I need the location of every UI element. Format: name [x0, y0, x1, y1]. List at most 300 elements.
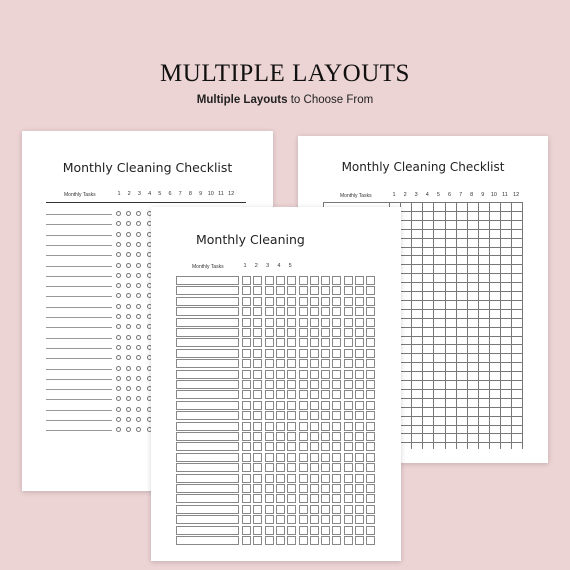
- check-box: [253, 432, 262, 441]
- check-circle: [116, 263, 121, 268]
- task-line: [46, 389, 112, 390]
- task-line: [46, 296, 112, 297]
- check-box: [242, 484, 251, 493]
- check-circle: [116, 427, 121, 432]
- check-circle: [136, 417, 141, 422]
- check-box: [265, 515, 274, 524]
- task-box: [176, 526, 239, 535]
- check-box: [287, 328, 296, 337]
- check-box: [276, 536, 285, 545]
- check-circle: [136, 386, 141, 391]
- check-box: [265, 463, 274, 472]
- check-circle: [136, 366, 141, 371]
- check-box: [265, 536, 274, 545]
- check-box: [253, 370, 262, 379]
- check-box: [366, 370, 375, 379]
- month-number: 1: [392, 192, 396, 198]
- check-circle: [126, 221, 131, 226]
- check-box: [265, 318, 274, 327]
- check-circle: [116, 221, 121, 226]
- task-line: [46, 369, 112, 370]
- check-box: [276, 276, 285, 285]
- check-box: [310, 442, 319, 451]
- check-box: [287, 307, 296, 316]
- check-box: [310, 359, 319, 368]
- check-box: [310, 380, 319, 389]
- check-box: [253, 338, 262, 347]
- task-box: [176, 318, 239, 327]
- check-box: [366, 307, 375, 316]
- check-box: [344, 453, 353, 462]
- check-box: [310, 484, 319, 493]
- month-number: 6: [168, 191, 172, 197]
- page-right-tasks-label: Monthly Tasks: [340, 193, 372, 199]
- check-box: [242, 453, 251, 462]
- month-number: 5: [288, 263, 292, 269]
- check-box: [287, 536, 296, 545]
- check-box: [332, 359, 341, 368]
- check-circle: [126, 232, 131, 237]
- task-box: [176, 286, 239, 295]
- check-box: [321, 307, 330, 316]
- check-box: [321, 318, 330, 327]
- check-box: [276, 349, 285, 358]
- check-box: [344, 380, 353, 389]
- check-circle: [116, 211, 121, 216]
- check-box: [344, 286, 353, 295]
- task-box: [176, 422, 239, 431]
- task-line: [46, 327, 112, 328]
- check-circle: [116, 407, 121, 412]
- grid-line: [411, 202, 412, 449]
- task-line: [46, 276, 112, 277]
- page-middle-box-layout: [151, 207, 401, 561]
- check-box: [253, 453, 262, 462]
- check-box: [332, 474, 341, 483]
- check-circle: [136, 232, 141, 237]
- task-box: [176, 297, 239, 306]
- check-box: [276, 463, 285, 472]
- check-box: [276, 484, 285, 493]
- check-box: [276, 338, 285, 347]
- check-box: [321, 411, 330, 420]
- check-box: [332, 515, 341, 524]
- task-box: [176, 474, 239, 483]
- check-circle: [116, 232, 121, 237]
- check-box: [310, 474, 319, 483]
- check-circle: [136, 396, 141, 401]
- check-box: [355, 536, 364, 545]
- check-box: [321, 432, 330, 441]
- check-box: [242, 442, 251, 451]
- check-box: [299, 484, 308, 493]
- check-box: [287, 286, 296, 295]
- check-box: [344, 494, 353, 503]
- task-box: [176, 442, 239, 451]
- check-box: [265, 474, 274, 483]
- check-circle: [116, 386, 121, 391]
- check-box: [310, 338, 319, 347]
- check-box: [332, 370, 341, 379]
- check-box: [299, 328, 308, 337]
- check-box: [355, 432, 364, 441]
- check-circle: [126, 211, 131, 216]
- month-number: 9: [481, 192, 485, 198]
- check-box: [310, 349, 319, 358]
- check-box: [276, 380, 285, 389]
- check-box: [344, 526, 353, 535]
- check-box: [310, 390, 319, 399]
- check-box: [287, 484, 296, 493]
- check-circle: [126, 396, 131, 401]
- grid-line: [522, 202, 523, 449]
- check-box: [355, 474, 364, 483]
- month-number: 12: [228, 191, 235, 197]
- page-left-tasks-label: Monthly Tasks: [64, 192, 96, 198]
- check-box: [265, 338, 274, 347]
- check-box: [366, 463, 375, 472]
- check-box: [355, 526, 364, 535]
- task-box: [176, 463, 239, 472]
- task-box: [176, 328, 239, 337]
- check-circle: [116, 324, 121, 329]
- check-box: [276, 505, 285, 514]
- task-line: [46, 358, 112, 359]
- check-box: [253, 297, 262, 306]
- check-box: [253, 401, 262, 410]
- check-circle: [126, 314, 131, 319]
- task-line: [46, 307, 112, 308]
- task-box: [176, 349, 239, 358]
- check-box: [310, 463, 319, 472]
- check-box: [276, 515, 285, 524]
- page-left-header-rule: [46, 202, 246, 203]
- check-box: [242, 505, 251, 514]
- check-box: [332, 286, 341, 295]
- check-box: [242, 286, 251, 295]
- check-box: [242, 536, 251, 545]
- check-box: [299, 297, 308, 306]
- check-box: [287, 505, 296, 514]
- check-box: [321, 494, 330, 503]
- check-box: [332, 380, 341, 389]
- check-box: [332, 463, 341, 472]
- check-box: [242, 307, 251, 316]
- page-middle-title: Monthly Cleaning: [196, 232, 305, 247]
- task-line: [46, 224, 112, 225]
- check-box: [253, 411, 262, 420]
- check-box: [321, 359, 330, 368]
- check-box: [242, 338, 251, 347]
- check-box: [265, 276, 274, 285]
- check-box: [253, 328, 262, 337]
- task-line: [46, 399, 112, 400]
- check-box: [287, 401, 296, 410]
- check-box: [253, 276, 262, 285]
- check-box: [242, 276, 251, 285]
- check-box: [242, 328, 251, 337]
- task-box: [176, 380, 239, 389]
- check-box: [299, 432, 308, 441]
- check-circle: [116, 376, 121, 381]
- check-box: [299, 422, 308, 431]
- task-line: [46, 235, 112, 236]
- check-box: [265, 432, 274, 441]
- check-box: [299, 474, 308, 483]
- check-box: [355, 359, 364, 368]
- check-box: [310, 536, 319, 545]
- check-box: [242, 370, 251, 379]
- check-box: [287, 411, 296, 420]
- check-circle: [136, 355, 141, 360]
- check-circle: [126, 324, 131, 329]
- check-box: [366, 349, 375, 358]
- check-box: [265, 484, 274, 493]
- month-number: 11: [502, 192, 508, 198]
- check-box: [299, 286, 308, 295]
- check-box: [299, 453, 308, 462]
- check-circle: [116, 273, 121, 278]
- month-number: 7: [178, 191, 182, 197]
- task-line: [46, 410, 112, 411]
- check-box: [344, 318, 353, 327]
- check-box: [321, 276, 330, 285]
- check-box: [355, 484, 364, 493]
- check-box: [332, 442, 341, 451]
- task-box: [176, 390, 239, 399]
- check-box: [332, 390, 341, 399]
- check-box: [310, 307, 319, 316]
- check-box: [265, 359, 274, 368]
- check-circle: [116, 314, 121, 319]
- task-line: [46, 255, 112, 256]
- check-box: [366, 422, 375, 431]
- check-box: [355, 505, 364, 514]
- check-box: [299, 401, 308, 410]
- check-box: [355, 442, 364, 451]
- check-box: [321, 338, 330, 347]
- check-box: [242, 318, 251, 327]
- month-number: 3: [414, 192, 418, 198]
- task-box: [176, 338, 239, 347]
- check-box: [332, 411, 341, 420]
- check-circle: [136, 293, 141, 298]
- check-circle: [116, 335, 121, 340]
- check-box: [242, 297, 251, 306]
- check-box: [287, 276, 296, 285]
- check-box: [366, 526, 375, 535]
- check-box: [332, 307, 341, 316]
- check-box: [344, 463, 353, 472]
- check-circle: [136, 345, 141, 350]
- check-box: [299, 442, 308, 451]
- check-box: [242, 515, 251, 524]
- check-box: [344, 474, 353, 483]
- check-box: [366, 442, 375, 451]
- check-box: [287, 453, 296, 462]
- check-box: [321, 390, 330, 399]
- check-box: [299, 526, 308, 535]
- check-box: [276, 297, 285, 306]
- check-box: [253, 463, 262, 472]
- check-circle: [126, 283, 131, 288]
- task-box: [176, 307, 239, 316]
- task-box: [176, 515, 239, 524]
- check-box: [332, 338, 341, 347]
- check-box: [355, 411, 364, 420]
- task-line: [46, 420, 112, 421]
- check-box: [287, 442, 296, 451]
- check-box: [253, 474, 262, 483]
- check-box: [355, 390, 364, 399]
- check-box: [344, 370, 353, 379]
- check-box: [321, 536, 330, 545]
- check-box: [366, 432, 375, 441]
- check-box: [321, 370, 330, 379]
- check-box: [265, 390, 274, 399]
- check-box: [321, 453, 330, 462]
- check-box: [310, 494, 319, 503]
- check-box: [242, 380, 251, 389]
- task-line: [46, 214, 112, 215]
- check-box: [299, 276, 308, 285]
- check-box: [355, 370, 364, 379]
- subheadline-bold: Multiple Layouts: [196, 94, 288, 106]
- check-box: [253, 307, 262, 316]
- check-box: [265, 411, 274, 420]
- month-number: 4: [425, 192, 429, 198]
- check-box: [276, 494, 285, 503]
- check-box: [344, 432, 353, 441]
- check-box: [355, 494, 364, 503]
- check-box: [321, 286, 330, 295]
- check-box: [276, 474, 285, 483]
- check-box: [332, 349, 341, 358]
- check-box: [299, 515, 308, 524]
- page-left-title: Monthly Cleaning Checklist: [62, 160, 233, 175]
- check-circle: [136, 211, 141, 216]
- task-box: [176, 432, 239, 441]
- check-box: [287, 370, 296, 379]
- task-box: [176, 401, 239, 410]
- check-box: [321, 515, 330, 524]
- check-circle: [136, 314, 141, 319]
- check-box: [332, 422, 341, 431]
- check-box: [265, 442, 274, 451]
- check-box: [242, 422, 251, 431]
- check-box: [310, 505, 319, 514]
- check-circle: [126, 335, 131, 340]
- page-middle-tasks-label: Monthly Tasks: [192, 264, 224, 270]
- check-circle: [136, 407, 141, 412]
- check-box: [287, 515, 296, 524]
- check-box: [299, 307, 308, 316]
- check-box: [310, 401, 319, 410]
- check-box: [366, 380, 375, 389]
- check-box: [366, 276, 375, 285]
- check-box: [321, 401, 330, 410]
- check-box: [265, 494, 274, 503]
- check-box: [321, 328, 330, 337]
- check-box: [276, 442, 285, 451]
- check-circle: [126, 263, 131, 268]
- month-number: 9: [199, 191, 203, 197]
- month-number: 3: [266, 263, 270, 269]
- month-number: 5: [158, 191, 162, 197]
- check-box: [344, 390, 353, 399]
- check-box: [310, 526, 319, 535]
- check-circle: [126, 355, 131, 360]
- check-circle: [126, 417, 131, 422]
- check-box: [310, 318, 319, 327]
- check-box: [299, 370, 308, 379]
- check-circle: [116, 417, 121, 422]
- month-number: 8: [188, 191, 192, 197]
- check-box: [242, 390, 251, 399]
- grid-line: [323, 202, 522, 203]
- check-circle: [126, 386, 131, 391]
- check-box: [299, 338, 308, 347]
- check-box: [265, 526, 274, 535]
- check-box: [355, 328, 364, 337]
- grid-line: [467, 202, 468, 449]
- check-circle: [136, 273, 141, 278]
- check-circle: [126, 366, 131, 371]
- check-box: [253, 536, 262, 545]
- check-box: [366, 338, 375, 347]
- check-box: [321, 442, 330, 451]
- check-circle: [136, 427, 141, 432]
- task-line: [46, 379, 112, 380]
- check-box: [253, 359, 262, 368]
- check-box: [242, 411, 251, 420]
- check-box: [366, 484, 375, 493]
- check-circle: [136, 324, 141, 329]
- check-box: [253, 380, 262, 389]
- check-box: [276, 359, 285, 368]
- check-box: [287, 380, 296, 389]
- task-box: [176, 505, 239, 514]
- check-box: [355, 276, 364, 285]
- check-box: [332, 526, 341, 535]
- check-box: [265, 453, 274, 462]
- check-box: [242, 349, 251, 358]
- check-box: [276, 432, 285, 441]
- task-box: [176, 453, 239, 462]
- check-box: [366, 536, 375, 545]
- check-box: [242, 432, 251, 441]
- grid-line: [511, 202, 512, 449]
- check-box: [332, 401, 341, 410]
- check-box: [344, 328, 353, 337]
- check-box: [355, 307, 364, 316]
- check-circle: [136, 252, 141, 257]
- check-box: [287, 359, 296, 368]
- check-box: [366, 505, 375, 514]
- task-line: [46, 245, 112, 246]
- check-box: [344, 422, 353, 431]
- month-number: 2: [403, 192, 407, 198]
- check-box: [287, 422, 296, 431]
- check-box: [253, 526, 262, 535]
- check-box: [265, 380, 274, 389]
- check-box: [355, 297, 364, 306]
- check-box: [310, 515, 319, 524]
- check-box: [299, 359, 308, 368]
- check-box: [344, 349, 353, 358]
- month-number: 2: [254, 263, 258, 269]
- check-box: [321, 349, 330, 358]
